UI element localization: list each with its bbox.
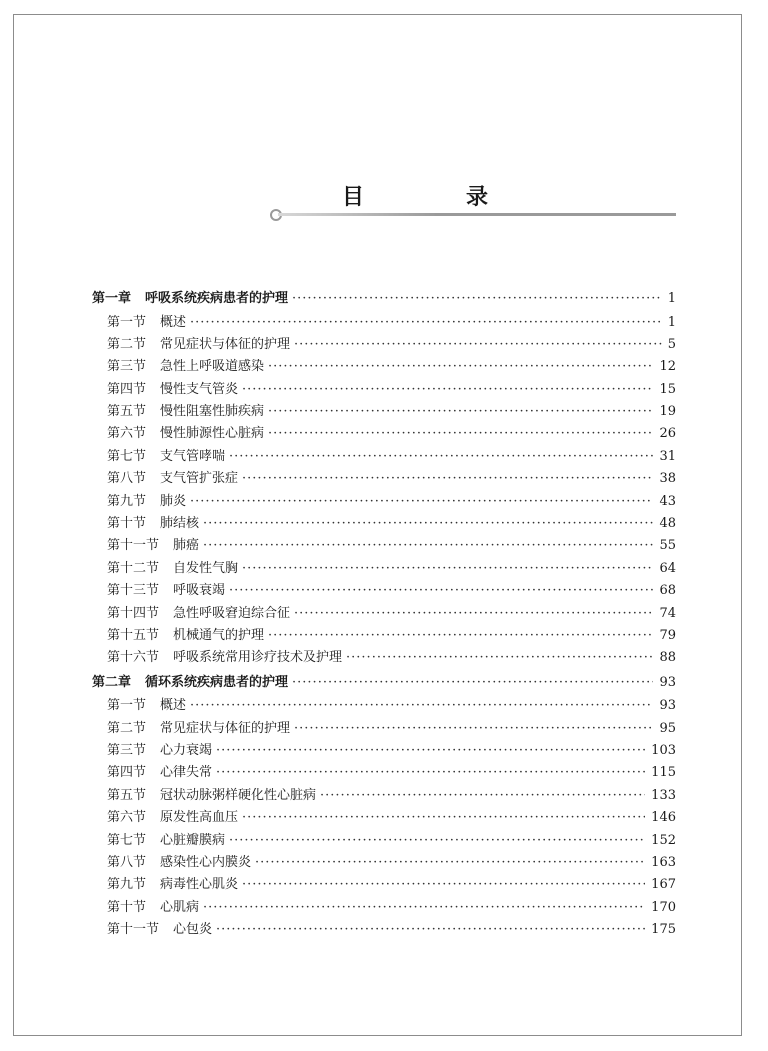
toc-entry-page-number: 79 — [659, 627, 676, 643]
toc-entry-title: 急性呼吸窘迫综合征 — [173, 605, 291, 621]
toc-entry-number: 第七节 — [107, 448, 147, 464]
toc-section-entry[interactable] — [92, 602, 676, 624]
table-of-contents — [92, 287, 676, 941]
toc-dot-leader — [203, 900, 645, 915]
toc-section-entry[interactable] — [92, 918, 676, 940]
toc-dot-leader — [255, 855, 645, 870]
toc-entry-number: 第五节 — [107, 787, 147, 803]
toc-entry-page-number: 19 — [659, 404, 676, 420]
toc-entry-title: 慢性肺源性心脏病 — [160, 426, 265, 442]
toc-entry-title: 支气管扩张症 — [160, 471, 239, 487]
toc-entry-title: 心脏瓣膜病 — [160, 832, 226, 848]
toc-entry-title: 肺癌 — [173, 538, 200, 554]
toc-entry-title: 心律失常 — [160, 765, 213, 781]
toc-dot-leader — [203, 538, 653, 553]
toc-section-entry[interactable] — [92, 851, 676, 873]
toc-entry-number: 第十节 — [107, 899, 147, 915]
toc-dot-leader — [190, 315, 662, 330]
toc-section-entry[interactable] — [92, 624, 676, 646]
toc-entry-title: 常见症状与体征的护理 — [160, 720, 291, 736]
toc-entry-number: 第八节 — [107, 854, 147, 870]
toc-entry-title: 呼吸衰竭 — [173, 583, 226, 599]
toc-entry-title: 急性上呼吸道感染 — [160, 359, 265, 375]
toc-entry-title: 感染性心内膜炎 — [160, 854, 252, 870]
toc-entry-page-number: 146 — [651, 810, 676, 826]
toc-entry-number: 第十二节 — [107, 560, 160, 576]
toc-entry-number: 第十四节 — [107, 605, 160, 621]
toc-entry-page-number: 163 — [651, 854, 676, 870]
toc-entry-title: 自发性气胸 — [173, 560, 239, 576]
toc-entry-page-number: 175 — [651, 922, 676, 938]
toc-entry-number: 第六节 — [107, 810, 147, 826]
toc-entry-page-number: 68 — [659, 583, 676, 599]
toc-dot-leader — [229, 449, 653, 464]
toc-section-entry[interactable] — [92, 490, 676, 512]
toc-dot-leader — [292, 675, 653, 690]
toc-entry-number: 第五节 — [107, 404, 147, 420]
toc-entry-number: 第十一节 — [107, 922, 160, 938]
toc-entry-number: 第二章 — [92, 674, 132, 690]
toc-entry-page-number: 93 — [659, 674, 676, 690]
toc-entry-title: 慢性阻塞性肺疾病 — [160, 404, 265, 420]
toc-entry-title: 原发性高血压 — [160, 810, 239, 826]
toc-entry-page-number: 1 — [667, 291, 676, 306]
toc-entry-number: 第八节 — [107, 471, 147, 487]
toc-section-entry[interactable] — [92, 717, 676, 739]
toc-entry-page-number: 26 — [659, 426, 676, 442]
toc-entry-page-number: 93 — [659, 698, 676, 714]
toc-dot-leader — [268, 359, 653, 374]
toc-dot-leader — [203, 516, 653, 531]
toc-dot-leader — [242, 561, 653, 576]
toc-entry-number: 第十五节 — [107, 627, 160, 643]
toc-section-entry[interactable] — [92, 422, 676, 444]
toc-entry-title: 循环系统疾病患者的护理 — [145, 674, 289, 690]
toc-section-entry[interactable] — [92, 333, 676, 355]
toc-entry-number: 第一节 — [107, 314, 147, 330]
toc-dot-leader — [242, 810, 645, 825]
toc-entry-title: 心力衰竭 — [160, 743, 213, 759]
toc-section-entry[interactable] — [92, 467, 676, 489]
toc-dot-leader — [294, 721, 653, 736]
toc-dot-leader — [294, 337, 662, 352]
toc-dot-leader — [216, 765, 645, 780]
toc-section-entry[interactable] — [92, 739, 676, 761]
toc-entry-page-number: 103 — [651, 743, 676, 759]
toc-dot-leader — [242, 877, 645, 892]
toc-entry-number: 第三节 — [107, 743, 147, 759]
toc-section-entry[interactable] — [92, 311, 676, 333]
toc-entry-title: 支气管哮喘 — [160, 448, 226, 464]
toc-entry-number: 第九节 — [107, 493, 147, 509]
toc-entry-page-number: 5 — [667, 336, 676, 352]
toc-dot-leader — [216, 743, 645, 758]
toc-entry-page-number: 55 — [659, 538, 676, 554]
toc-entry-page-number: 1 — [667, 314, 676, 330]
toc-section-entry[interactable] — [92, 445, 676, 467]
toc-entry-title: 呼吸系统疾病患者的护理 — [145, 291, 289, 306]
toc-dot-leader — [190, 494, 653, 509]
toc-section-entry[interactable] — [92, 534, 676, 556]
toc-entry-page-number: 95 — [659, 720, 676, 736]
toc-entry-title: 心肌病 — [160, 899, 200, 915]
toc-entry-title: 呼吸系统常用诊疗技术及护理 — [173, 650, 343, 666]
toc-dot-leader — [242, 382, 653, 397]
toc-entry-title: 肺炎 — [160, 493, 187, 509]
toc-entry-page-number: 167 — [651, 877, 676, 893]
toc-entry-title: 机械通气的护理 — [173, 627, 265, 643]
toc-entry-title: 心包炎 — [173, 922, 213, 938]
toc-entry-page-number: 15 — [659, 381, 676, 397]
toc-section-entry[interactable] — [92, 896, 676, 918]
title-rule — [278, 213, 676, 216]
toc-entry-title: 病毒性心肌炎 — [160, 877, 239, 893]
toc-entry-title: 肺结核 — [160, 516, 200, 532]
toc-entry-number: 第一节 — [107, 698, 147, 714]
toc-entry-page-number: 31 — [659, 448, 676, 464]
toc-entry-number: 第六节 — [107, 426, 147, 442]
toc-dot-leader — [268, 404, 653, 419]
toc-dot-leader — [229, 583, 653, 598]
toc-dot-leader — [190, 698, 653, 713]
toc-dot-leader — [229, 833, 645, 848]
toc-section-entry[interactable] — [92, 873, 676, 895]
toc-entry-number: 第十三节 — [107, 583, 160, 599]
toc-entry-number: 第二节 — [107, 336, 147, 352]
toc-section-entry[interactable] — [92, 400, 676, 422]
toc-section-entry[interactable] — [92, 579, 676, 601]
toc-chapter-entry[interactable] — [92, 671, 676, 695]
toc-dot-leader — [268, 628, 653, 643]
toc-dot-leader — [216, 922, 645, 937]
toc-section-entry[interactable] — [92, 829, 676, 851]
toc-entry-page-number: 133 — [651, 787, 676, 803]
toc-entry-number: 第四节 — [107, 381, 147, 397]
toc-dot-leader — [242, 471, 653, 486]
toc-section-entry[interactable] — [92, 355, 676, 377]
toc-entry-page-number: 38 — [659, 471, 676, 487]
toc-entry-number: 第三节 — [107, 359, 147, 375]
toc-section-entry[interactable] — [92, 557, 676, 579]
toc-entry-page-number: 12 — [659, 359, 676, 375]
toc-entry-number: 第一章 — [92, 291, 132, 306]
toc-entry-number: 第四节 — [107, 765, 147, 781]
toc-entry-number: 第七节 — [107, 832, 147, 848]
toc-section-entry[interactable] — [92, 806, 676, 828]
toc-section-entry[interactable] — [92, 646, 676, 668]
toc-entry-number: 第九节 — [107, 877, 147, 893]
toc-entry-page-number: 64 — [659, 560, 676, 576]
toc-section-entry[interactable] — [92, 761, 676, 783]
toc-entry-number: 第十一节 — [107, 538, 160, 554]
toc-section-entry[interactable] — [92, 512, 676, 534]
toc-dot-leader — [268, 426, 653, 441]
toc-entry-page-number: 48 — [659, 516, 676, 532]
toc-dot-leader — [292, 291, 662, 306]
toc-entry-page-number: 115 — [651, 765, 676, 781]
page-title: 目 录 — [342, 184, 529, 210]
toc-entry-page-number: 74 — [659, 605, 676, 621]
toc-section-entry[interactable] — [92, 694, 676, 716]
toc-entry-title: 慢性支气管炎 — [160, 381, 239, 397]
toc-entry-title: 冠状动脉粥样硬化性心脏病 — [160, 787, 317, 803]
toc-dot-leader — [294, 606, 653, 621]
toc-section-entry[interactable] — [92, 784, 676, 806]
toc-entry-title: 概述 — [160, 314, 187, 330]
toc-entry-page-number: 170 — [651, 899, 676, 915]
toc-entry-title: 常见症状与体征的护理 — [160, 336, 291, 352]
toc-entry-number: 第十节 — [107, 516, 147, 532]
toc-dot-leader — [320, 788, 645, 803]
toc-entry-page-number: 43 — [659, 493, 676, 509]
toc-entry-page-number: 152 — [651, 832, 676, 848]
toc-dot-leader — [346, 650, 653, 665]
toc-chapter-entry[interactable] — [92, 287, 676, 311]
toc-entry-page-number: 88 — [659, 650, 676, 666]
toc-entry-number: 第十六节 — [107, 650, 160, 666]
toc-entry-number: 第二节 — [107, 720, 147, 736]
toc-entry-title: 概述 — [160, 698, 187, 714]
toc-section-entry[interactable] — [92, 378, 676, 400]
